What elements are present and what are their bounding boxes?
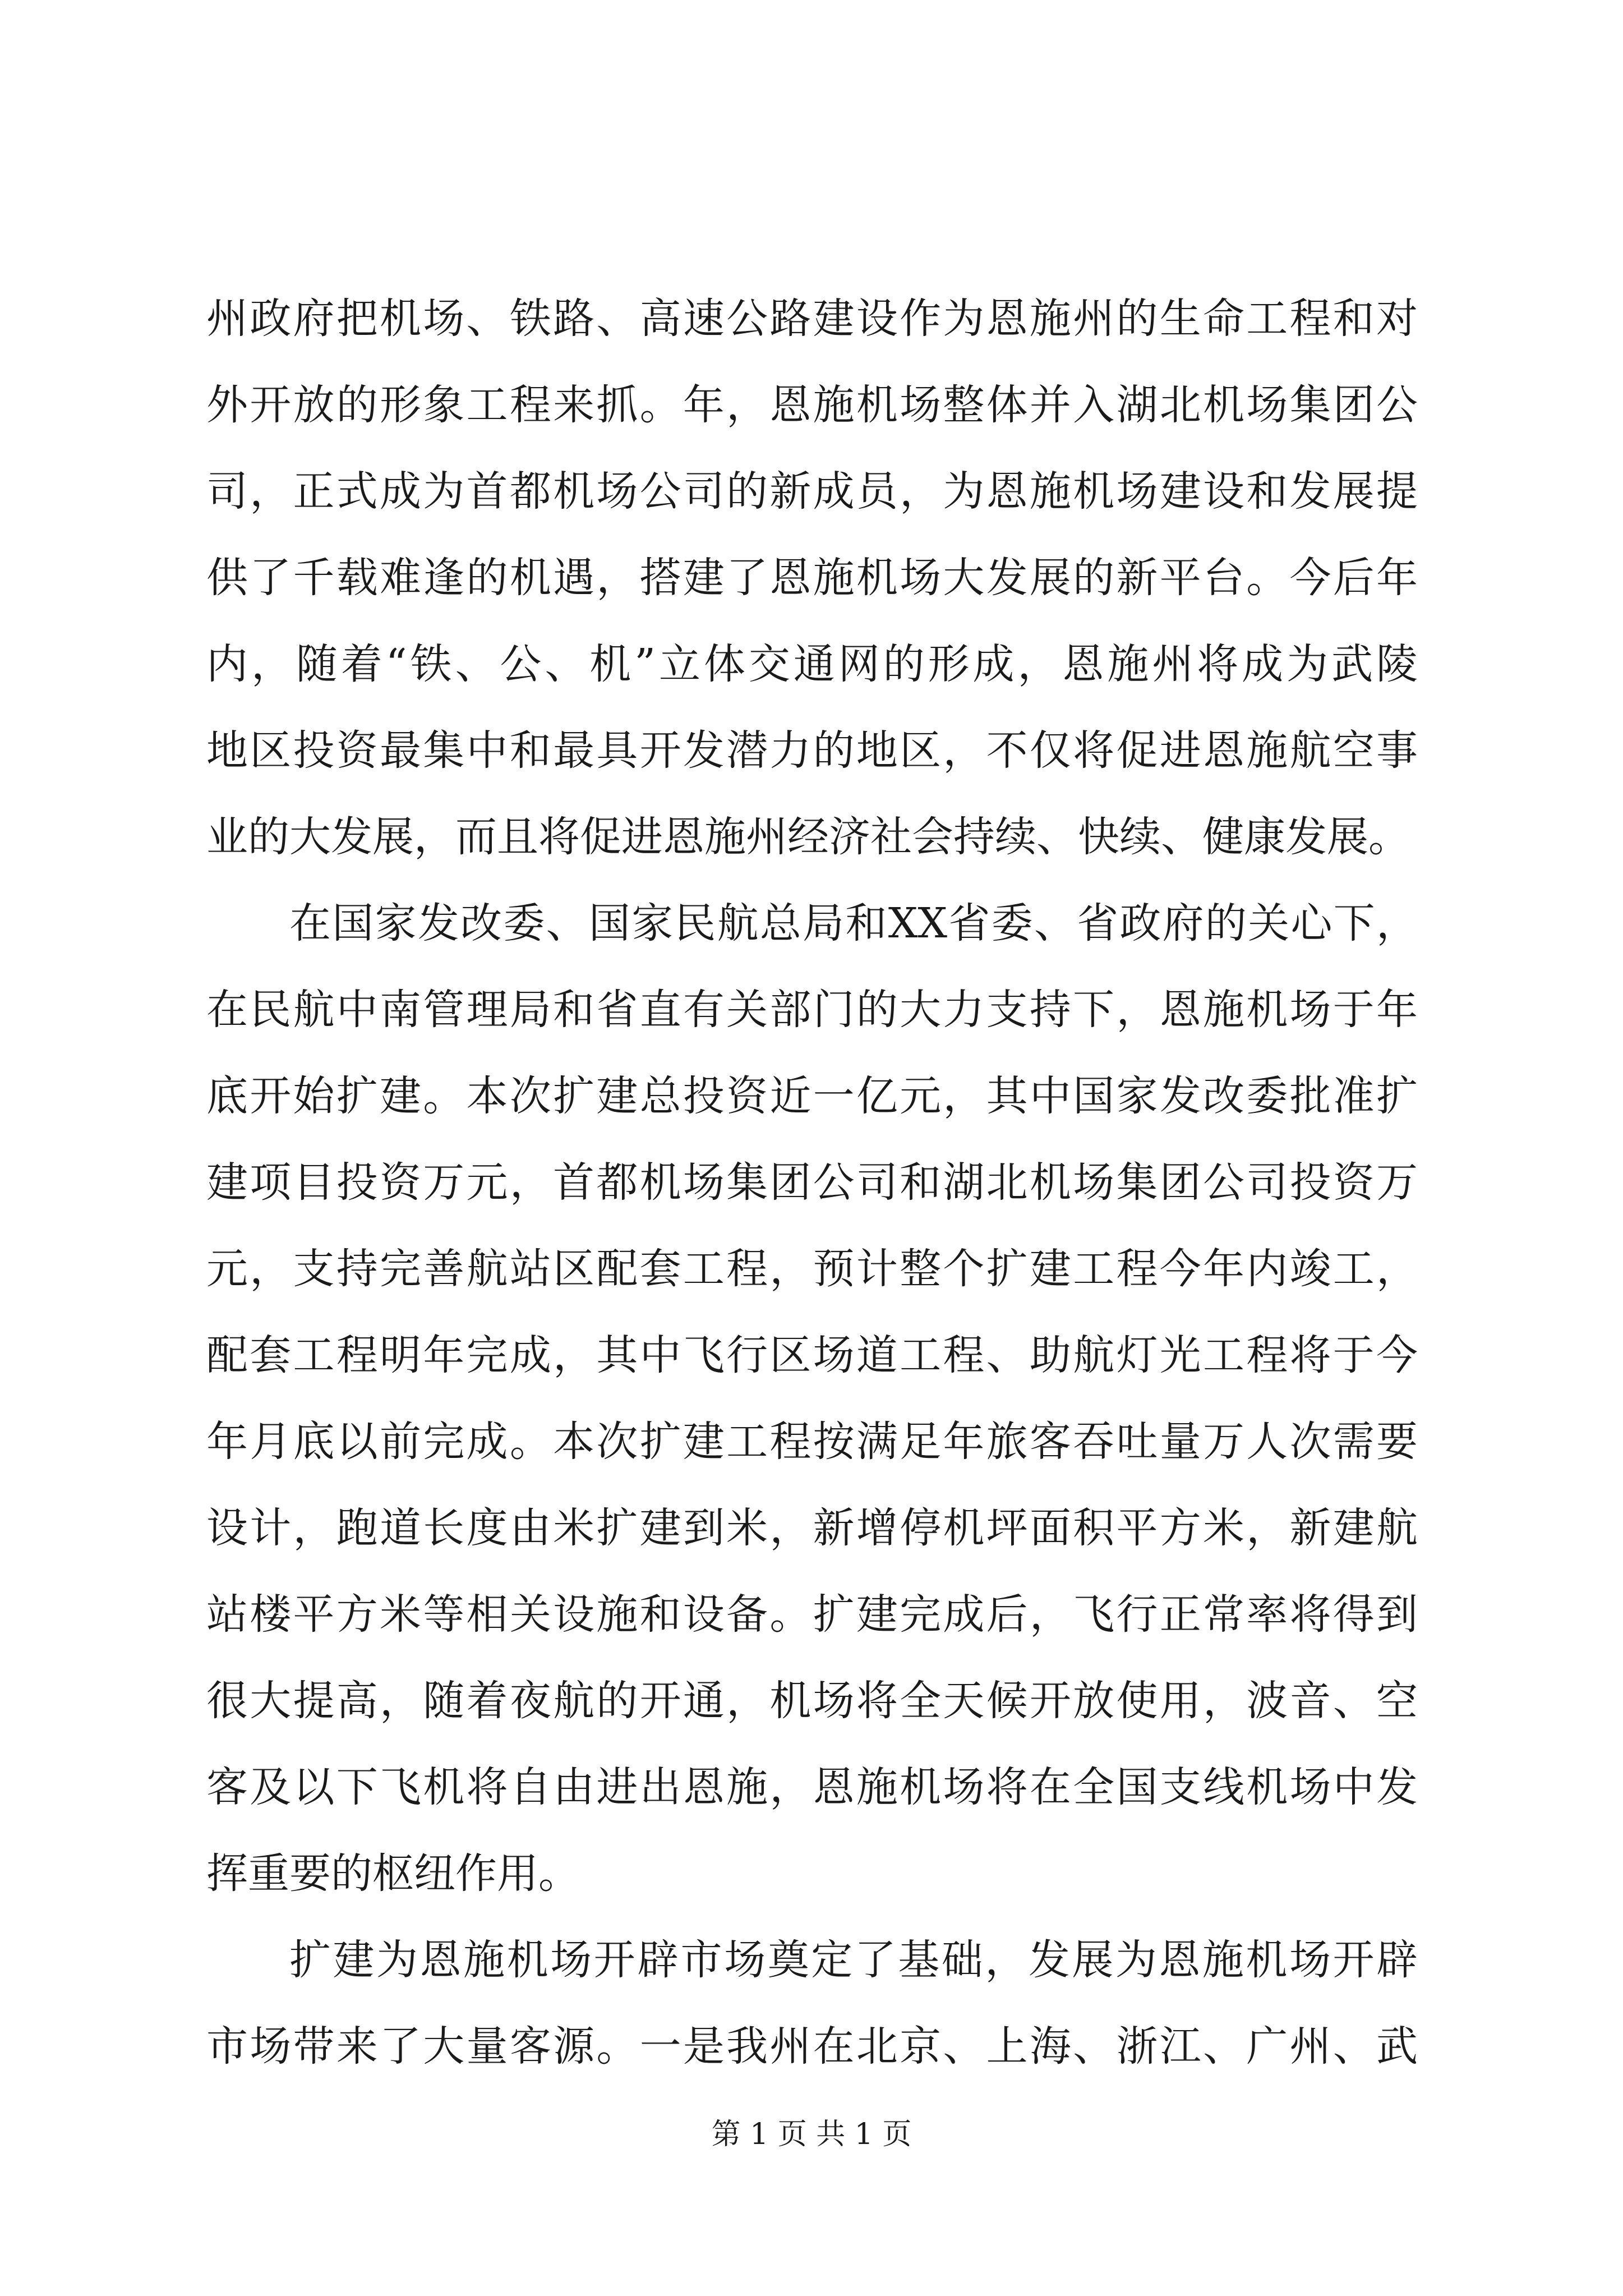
- text-line: 很大提高，随着夜航的开通，机场将全天候开放使用，波音、空: [206, 1677, 1418, 1725]
- document-body: [206, 292, 1418, 2106]
- text-line: 地区投资最集中和最具开发潜力的地区，不仅将促进恩施航空事: [206, 726, 1418, 775]
- text-line: 在民航中南管理局和省直有关部门的大力支持下，恩施机场于年: [206, 986, 1418, 1034]
- text-line: 配套工程明年完成，其中飞行区场道工程、助航灯光工程将于今: [206, 1331, 1418, 1379]
- text-line: 设计，跑道长度由米扩建到米，新增停机坪面积平方米，新建航: [206, 1504, 1418, 1552]
- text-line: 扩建为恩施机场开辟市场奠定了基础，发展为恩施机场开辟: [289, 1936, 1418, 1984]
- text-line: 外开放的形象工程来抓。年，恩施机场整体并入湖北机场集团公: [206, 381, 1418, 429]
- text-line: 业的大发展，而且将促进恩施州经济社会持续、快续、健康发展。: [206, 813, 1410, 861]
- text-line: 市场带来了大量客源。一是我州在北京、上海、浙江、广州、武: [206, 2022, 1418, 2070]
- text-line: 内，随着“铁、公、机”立体交通网的形成，恩施州将成为武陵: [206, 640, 1418, 688]
- text-line: 供了千载难逢的机遇，搭建了恩施机场大发展的新平台。今后年: [206, 554, 1418, 602]
- text-line: 站楼平方米等相关设施和设备。扩建完成后，飞行正常率将得到: [206, 1590, 1418, 1639]
- text-line: 年月底以前完成。本次扩建工程按满足年旅客吞吐量万人次需要: [206, 1418, 1418, 1466]
- page-footer: 第 1 页 共 1 页: [711, 2118, 912, 2151]
- text-line: 底开始扩建。本次扩建总投资近一亿元，其中国家发改委批准扩: [206, 1072, 1418, 1120]
- text-line: 元，支持完善航站区配套工程，预计整个扩建工程今年内竣工，: [206, 1245, 1418, 1293]
- text-line: 在国家发改委、国家民航总局和XX省委、省政府的关心下，: [289, 899, 1418, 947]
- text-line: 客及以下飞机将自由进出恩施，恩施机场将在全国支线机场中发: [206, 1763, 1418, 1811]
- text-line: 建项目投资万元，首都机场集团公司和湖北机场集团公司投资万: [206, 1158, 1418, 1207]
- text-line: 挥重要的枢纽作用。: [206, 1849, 580, 1898]
- text-line: 司，正式成为首都机场公司的新成员，为恩施机场建设和发展提: [206, 467, 1418, 516]
- text-line: 州政府把机场、铁路、高速公路建设作为恩施州的生命工程和对: [206, 295, 1418, 343]
